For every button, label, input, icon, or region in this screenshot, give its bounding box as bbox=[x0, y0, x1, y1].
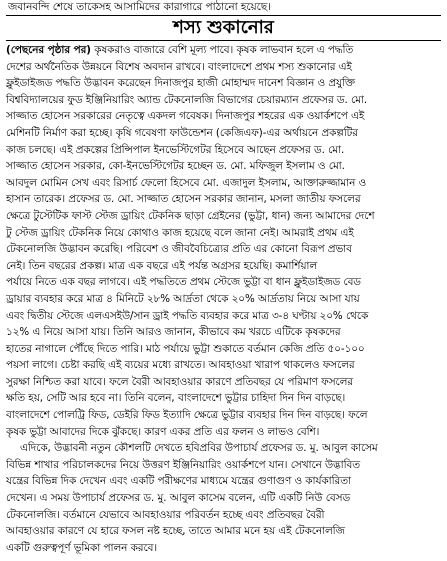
article-line: কাজ চলছে। এই প্রকল্পের প্রিন্সিপাল ইনভেস্টিগেটর হিসেবে আছেন প্রফেসর ড. মো. bbox=[6, 143, 345, 156]
article-line: পয়সা লাগে। চেষ্টা করছি এই ব্যয়ের মধ্যে রাখতে। আবহাওয়া খারাপ থাকলেও ফসলের bbox=[6, 359, 355, 372]
article-line bbox=[6, 42, 441, 59]
article-line: কৃষক ভুট্টা আবাদের দিকে ঝুঁকছে। কারণ একর প্রতি এর ফলন ও লাভও বেশি। bbox=[6, 425, 320, 438]
article-line: টেকনোলজি। বর্তমানে যেভাবে আবহাওয়ার পরিবর্তন হচ্ছে এবং প্রতিবছর বৈরী bbox=[6, 508, 325, 521]
article-line: যন্ত্রের বিভিন্ন দিক দেখেন এবং একটি পরীক্ষণের মাধ্যমে যন্ত্রের গুণাগুণ ও কার্যকারিতা bbox=[6, 475, 351, 488]
article-line: পর্যায়ে নিতে এক বছর লাগবে। এই পদ্ধতিতে প্রথম স্টেজে ভুট্টা বা ধান ফ্লুইডাইজড বেড bbox=[6, 276, 361, 289]
article-line: নেই। তিন বছরের প্রকল্প। মাত্র এক বছরে এই পর্যন্ত অগ্রসর হয়েছি। কমার্শিয়াল bbox=[6, 259, 318, 272]
article-line: একটি গুরুত্বপূর্ণ ভূমিকা পালন করবে। bbox=[6, 541, 157, 554]
previous-article-last-line: জবানবন্দি শেষে তাকেসহ আসামিদের কারাগারে পাঠানো হয়েছে। bbox=[8, 1, 271, 13]
continuation-kicker: (পেছনের পৃষ্ঠার পর) bbox=[6, 44, 91, 56]
article-line: সুরক্ষা নিশ্চিত করা যাবে। ফলে বৈরী আবহাওয়ার কারণে প্রতিবছর যে পরিমাণ ফসলের bbox=[6, 375, 353, 388]
article-line: বিভিন্ন শাখার পরিচালকদের নিয়ে উত্তরণ ইঞ্জিনিয়ারিং ওয়ার্কশপে যান। সেখানে উদ্ভাবিত bbox=[6, 458, 361, 471]
article-line: টেকনোলজি উদ্ভাবন করেছি। পরিবেশ ও জীববৈচিত্র্যের প্রতি এর কোনো বিরূপ প্রভাব bbox=[6, 243, 352, 256]
article-body bbox=[6, 42, 441, 556]
article-line: দেখেন। এ সময় উপাচার্য প্রফেসর ড. মু. আবুল কাসেম বলেন, এটি একটি নিউ বেসড bbox=[6, 492, 351, 505]
article-line: বিশ্ববিদ্যালয়ের ফুড ইঞ্জিনিয়ারিং অ্যান্ড টেকনোলজি বিভাগের চেয়ারম্যান প্রফেসর ড. মো. bbox=[6, 93, 368, 106]
headline: শস্য শুকানোর bbox=[173, 17, 274, 38]
article-line: বাংলাদেশে পোলট্রি ফিড, ডেইরি ফিড ইত্যাদি ক্ষেত্রে ভুট্টার ব্যবহার দিন দিন বাড়ছে। ফলে bbox=[6, 409, 368, 422]
article-line: এবং দ্বিতীয় স্টেজে এলএসইউ/সান ড্রাই পদ্ধতি ব্যবহার করে মাত্র ৩-৪ ঘণ্টায় ২০% থেকে bbox=[6, 309, 369, 322]
article-line: টু স্টেজ ড্রায়িং টেকনিক নিয়ে কোথাও কাজ হয়েছে বলে জানা নেই। আমরাই প্রথম এই bbox=[6, 226, 354, 239]
article-line: ড্রায়ার ব্যবহার করে মাত্র ৪ মিনিটে ২৮% আর্দ্রতা থেকে ২০% আর্দ্রতায় নিয়ে আসা যায় bbox=[6, 292, 360, 305]
article-line: হাতের নাগালে পৌঁছে দিতে পারি। মাঠ পর্যায়ে ভুট্টা শুকাতে বর্তমান কেজি প্রতি ৫০-১০০ bbox=[6, 342, 365, 355]
article-line: মেশিনটি নির্মাণ করা হচ্ছে। কৃষি গবেষণা ফাউন্ডেশন (কেজিএফ)-এর অর্থায়নে প্রকল্পটির bbox=[6, 126, 358, 139]
article-line: ক্ষেত্রে টুস্টেটিক ফাস্ট স্টেজ ড্রায়িং টেকনিক ছাড়া গ্রেইনের (ভুট্টা, ধান) জন্য আমাদের দেশে bbox=[6, 209, 375, 222]
article-line: হাসান তারেক। প্রফেসর ড. মো. সাজ্জাত হোসেন সরকার জানান, মসলা জাতীয় ফসলের bbox=[6, 193, 361, 206]
article-line: আবহাওয়ার কারণে যে হারে ফসল নষ্ট হচ্ছে, তাতে আমার মনে হয় এই টেকনোলজি bbox=[6, 525, 345, 538]
article-line: সাজ্জাত হোসেন সরকার, কো-ইনভেস্টিগেটর হচ্ছেন ড. মো. মফিজুল ইসলাম ও মো. bbox=[6, 160, 345, 173]
article-line: সাজ্জাত হোসেন সরকারের নেতৃত্বে একদল গবেষক। দিনাজপুর শহরের এক ওয়ার্কশপে এই bbox=[6, 110, 365, 123]
article-line: এদিকে, উদ্ভাবনী নতুন কৌশলটি দেখতে হবিপ্রবির উপাচার্য প্রফেসর ড. মু. আবুল কাসেম bbox=[20, 442, 378, 455]
article-line: দেশের অর্থনৈতিক উন্নয়নে বিশেষ অবদান রাখবে। বাংলাদেশে প্রথম শস্য শুকানোর এই bbox=[6, 60, 352, 73]
article-line: ক্ষতি হয়, সেটি আর হবে না। তিনি বলেন, বাংলাদেশে ভুট্টার চাহিদা দিন দিন বাড়ছে। bbox=[6, 392, 346, 405]
article-line: ফ্লুইডাইজড পদ্ধতি উদ্ভাবন করেছেন দিনাজপুর হাজী মোহাম্মদ দানেশ বিজ্ঞান ও প্রযুক্তি bbox=[6, 77, 355, 90]
article-line: আবদুল মোমিন সেখ এবং রিসার্চ ফেলো হিসেবে মো. এজাদুল ইসলাম, আক্তারুজ্জামান ও bbox=[6, 176, 367, 189]
article-line: ১২% এ নিয়ে আসা যায়। তিনি আরও জানান, কীভাবে কম খরচে এটিকে কৃষকদের bbox=[6, 326, 341, 339]
headline-bottom-rule bbox=[6, 40, 441, 41]
article-line-text: কৃষকরাও বাজারে বেশি মূল্য পাবে। কৃষক লাভবান হলে এ পদ্ধতি bbox=[94, 44, 354, 56]
